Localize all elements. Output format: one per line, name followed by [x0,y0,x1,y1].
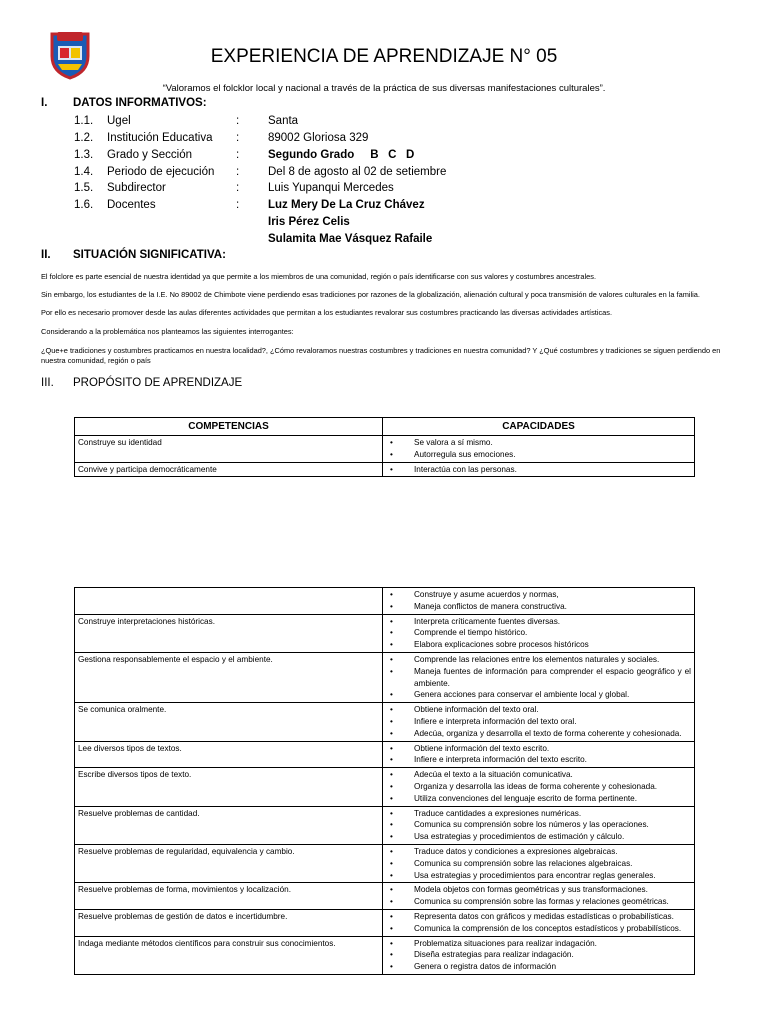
capacidades-cell [383,652,695,702]
section-3-heading [41,377,441,393]
capacidades-cell [383,844,695,882]
paragraph: Considerando a la problemática nos planteamos las siguientes interrogantes: [41,327,294,336]
row-number: 1.6. [74,199,94,211]
section-2-heading [41,249,341,265]
list-item: • Diseña estrategias para realizar indagación. [386,949,691,961]
list-item: • Construye y asume acuerdos y normas, [386,589,691,601]
row-colon: : [236,182,240,194]
row-value: 89002 Gloriosa 329 [268,132,369,144]
paragraph: ¿Que+e tradiciones y costumbres practicamos en nuestra localidad?, ¿Cómo revaloramos nuestras costumbres y tradiciones en nuestra comunidad? Y ¿Qué costumbres y tradiciones se siguen perdiendo en nuestra comunidad, región o país [41,346,721,365]
row-number: 1.4. [74,166,94,178]
capacidades-cell [383,436,695,463]
list-item: • Adecúa, organiza y desarrolla el texto de forma coherente y cohesionada. [386,728,691,740]
row-label: Subdirector [107,182,166,194]
table-row [75,436,695,463]
list-item: • Representa datos con gráficos y medidas estadísticas o probabilísticas. [386,911,691,923]
competencia-cell: Construye su identidad [75,436,383,463]
capacidades-cell [383,883,695,910]
competencia-cell: Indaga mediante métodos científicos para construir sus conocimientos. [75,936,383,974]
list-item: • Genera acciones para conservar el ambiente local y global. [386,689,691,701]
capacidades-cell [383,768,695,806]
table-row [75,588,695,615]
row-value: Luz Mery De La Cruz Chávez [268,199,425,211]
column-header: COMPETENCIAS [75,418,383,436]
capacidades-cell [383,909,695,936]
list-item: • Comunica su comprensión sobre los números y las operaciones. [386,819,691,831]
row-number: 1.3. [74,149,94,161]
competencias-table-continued [74,587,695,975]
list-item: • Maneja conflictos de manera constructiva. [386,601,691,613]
list-item: • Comprende las relaciones entre los elementos naturales y sociales. [386,654,691,666]
competencia-cell: Gestiona responsablemente el espacio y el ambiente. [75,652,383,702]
list-item: • Obtiene información del texto oral. [386,704,691,716]
table-row [75,462,695,477]
row-colon: : [236,199,240,211]
capacidades-cell [383,703,695,741]
list-item: • Modela objetos con formas geométricas y sus transformaciones. [386,884,691,896]
row-label: Grado y Sección [107,149,193,161]
table-row [75,614,695,652]
paragraph: Por ello es necesario promover desde las aulas diferentes actividades que permitan a los estudiantes revalorar sus costumbres practicando las diversas actividades artísticas. [41,308,613,317]
list-item: • Traduce datos y condiciones a expresiones algebraicas. [386,846,691,858]
section-title: PROPÓSITO DE APRENDIZAJE [73,377,243,389]
page-title: EXPERIENCIA DE APRENDIZAJE N° 05 [210,46,558,67]
capacidades-cell [383,588,695,615]
row-colon: : [236,132,240,144]
section-number: III. [41,377,54,389]
row-number: 1.5. [74,182,94,194]
list-item: • Interactúa con las personas. [386,464,691,476]
row-label: Periodo de ejecución [107,166,215,178]
list-item: • Adecúa el texto a la situación comunicativa. [386,769,691,781]
list-item: • Comunica su comprensión sobre las formas y relaciones geométricas. [386,896,691,908]
table-row [75,883,695,910]
list-item: • Genera o registra datos de información [386,961,691,973]
row-colon: : [236,115,240,127]
row-colon: : [236,149,240,161]
row-number: 1.2. [74,132,94,144]
table-row [75,936,695,974]
row-colon: : [236,166,240,178]
table-row [75,741,695,768]
list-item: • Utiliza convenciones del lenguaje escrito de forma pertinente. [386,793,691,805]
list-item: • Obtiene información del texto escrito. [386,743,691,755]
list-item: • Infiere e interpreta información del texto escrito. [386,754,691,766]
competencia-cell: Convive y participa democráticamente [75,462,383,477]
table-header-row [75,418,695,436]
list-item: • Se valora a sí mismo. [386,437,691,449]
row-value: Santa [268,115,299,127]
section-title: DATOS INFORMATIVOS: [73,97,207,109]
list-item: • Usa estrategias y procedimientos de estimación y cálculo. [386,831,691,843]
table-row [75,806,695,844]
section-1-heading [41,97,341,113]
list-item: • Comunica su comprensión sobre las relaciones algebraicas. [386,858,691,870]
competencia-cell: Resuelve problemas de gestión de datos e incertidumbre. [75,909,383,936]
table-row [75,703,695,741]
row-label: Ugel [107,115,131,127]
competencia-cell: Construye interpretaciones históricas. [75,614,383,652]
competencia-cell: Lee diversos tipos de textos. [75,741,383,768]
competencia-cell: Se comunica oralmente. [75,703,383,741]
docente-name: Iris Pérez Celis [268,216,350,228]
section-title: SITUACIÓN SIGNIFICATIVA: [73,249,226,261]
paragraph: Sin embargo, los estudiantes de la I.E. No 89002 de Chimbote viene perdiendo esas tradiciones por razones de la globalización, alienación cultural y poca transmisión de valores culturales en la familia. [41,290,700,299]
competencia-cell: Escribe diversos tipos de texto. [75,768,383,806]
capacidades-cell [383,614,695,652]
list-item: • Infiere e interpreta información del texto oral. [386,716,691,728]
list-item: • Usa estrategias y procedimientos para encontrar reglas generales. [386,870,691,882]
list-item: • Maneja fuentes de información para comprender el espacio geográfico y el ambiente. [386,666,691,690]
section-number: II. [41,249,51,261]
list-item: • Comprende el tiempo histórico. [386,627,691,639]
list-item: • Comunica la comprensión de los conceptos estadísticos y probabilísticos. [386,923,691,935]
capacidades-cell [383,936,695,974]
row-value: Del 8 de agosto al 02 de setiembre [268,166,447,178]
competencia-cell: Resuelve problemas de regularidad, equivalencia y cambio. [75,844,383,882]
list-item: • Traduce cantidades a expresiones numéricas. [386,808,691,820]
table-row [75,652,695,702]
list-item: • Problematiza situaciones para realizar indagación. [386,938,691,950]
table-row [75,844,695,882]
competencia-cell [75,588,383,615]
capacidades-cell [383,462,695,477]
list-item: • Organiza y desarrolla las ideas de forma coherente y cohesionada. [386,781,691,793]
section-number: I. [41,97,48,109]
competencia-cell: Resuelve problemas de cantidad. [75,806,383,844]
row-value: Segundo Grado B C D [268,149,415,161]
capacidades-cell [383,741,695,768]
competencias-table [74,417,695,477]
row-label: Docentes [107,199,156,211]
docente-name: Sulamita Mae Vásquez Rafaile [268,233,433,245]
table-row [75,909,695,936]
list-item: • Interpreta críticamente fuentes diversas. [386,616,691,628]
column-header: CAPACIDADES [383,418,695,436]
motto: “Valoramos el folcklor local y nacional a través de la práctica de sus diversas manifestaciones culturales”. [162,83,606,94]
paragraph: El folclore es parte esencial de nuestra identidad ya que permite a los miembros de una comunidad, región o país identificarse con sus valores y costumbres ancestrales. [41,272,597,281]
row-label: Institución Educativa [107,132,213,144]
list-item: • Elabora explicaciones sobre procesos históricos [386,639,691,651]
table-row [75,768,695,806]
row-value: Luis Yupanqui Mercedes [268,182,394,194]
row-number: 1.1. [74,115,94,127]
list-item: • Autorregula sus emociones. [386,449,691,461]
competencia-cell: Resuelve problemas de forma, movimientos y localización. [75,883,383,910]
capacidades-cell [383,806,695,844]
